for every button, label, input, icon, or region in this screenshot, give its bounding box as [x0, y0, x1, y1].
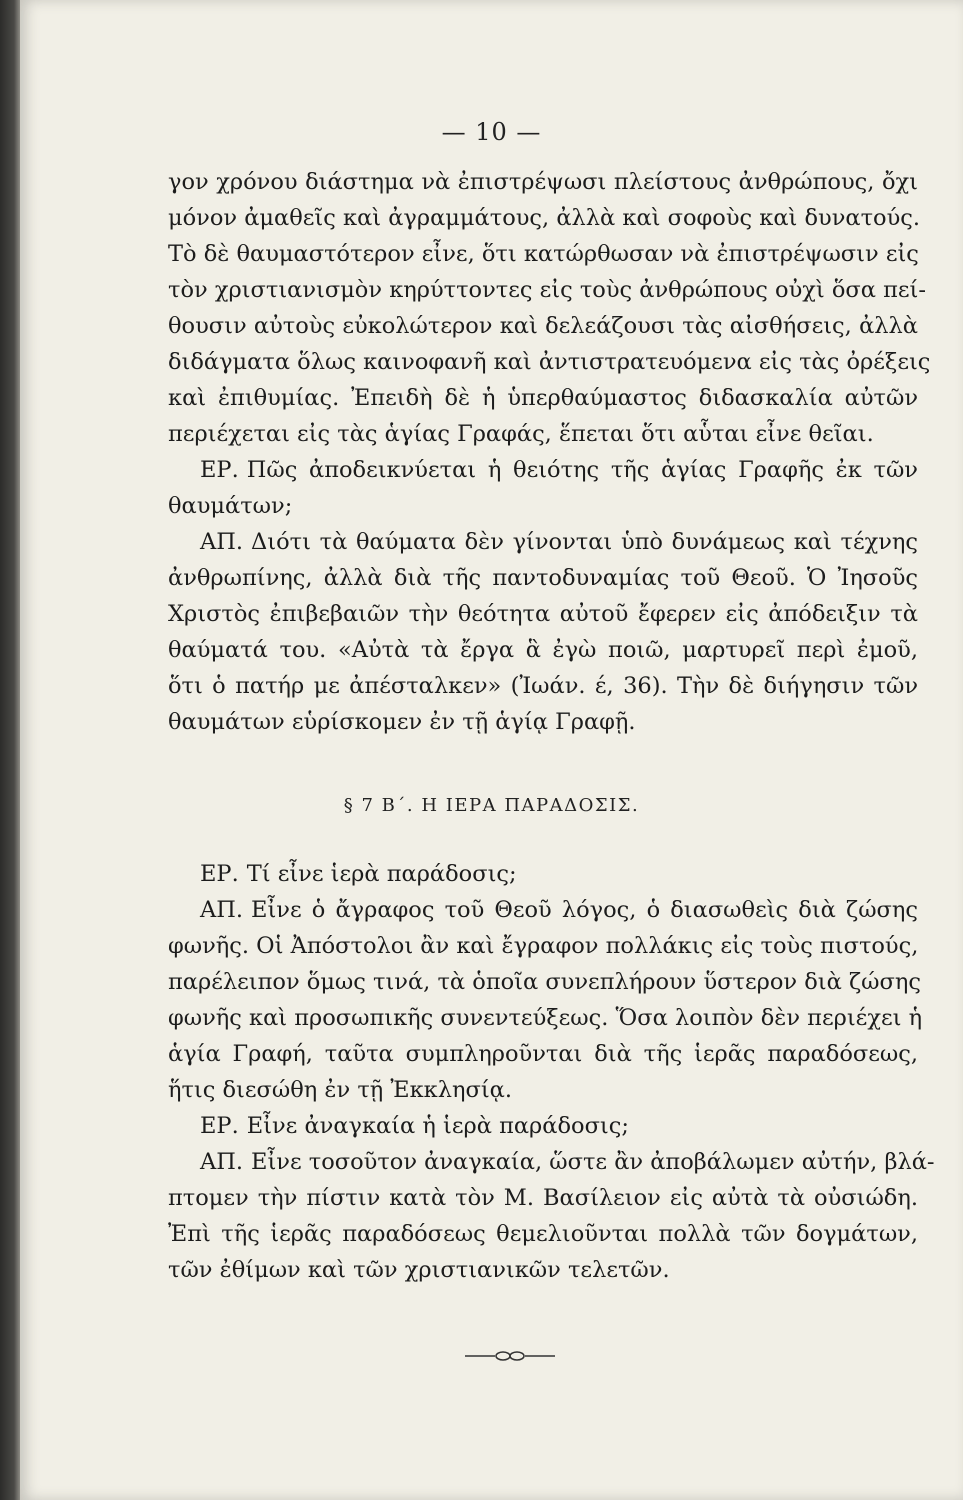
- answer-text: Εἶνε τοσοῦτον ἀναγκαία, ὥστε ἂν ἀποβάλωμεν αὐτήν, βλά-: [251, 1149, 935, 1175]
- question-line: [168, 1108, 918, 1144]
- answer-line: πτομεν τὴν πίστιν κατὰ τὸν Μ. Βασίλειον εἰς αὐτὰ τὰ οὐσιώδη.: [168, 1185, 918, 1211]
- end-ornament-icon: [465, 1349, 555, 1363]
- answer-line: Χριστὸς ἐπιβεβαιῶν τὴν θεότητα αὐτοῦ ἔφερεν εἰς ἀπόδειξιν τὰ: [168, 601, 918, 627]
- answer-line: [168, 524, 918, 560]
- question-text: Τί εἶνε ἱερὰ παράδοσις;: [246, 861, 517, 887]
- body-line: περιέχεται εἰς τὰς ἁγίας Γραφάς, ἕπεται ὅτι αὗται εἶνε θεῖαι.: [168, 421, 874, 447]
- answer-line: φωνῆς καὶ προσωπικῆς συνεντεύξεως. Ὅσα λοιπὸν δὲν περιέχει ἡ: [168, 1005, 923, 1031]
- answer-text: Εἶνε ὁ ἄγραφος τοῦ Θεοῦ λόγος, ὁ διασωθεὶς διὰ ζώσης: [251, 897, 918, 923]
- question-speaker-label: ΕΡ.: [200, 861, 239, 887]
- answer-line: παρέλειπον ὅμως τινά, τὰ ὁποῖα συνεπλήρουν ὕστερον διὰ ζώσης: [168, 969, 921, 995]
- answer-line: θαύματά του. «Αὐτὰ τὰ ἔργα ἃ ἐγὼ ποιῶ, μαρτυρεῖ περὶ ἐμοῦ,: [168, 637, 918, 663]
- book-page: [20, 0, 963, 1500]
- body-line: γον χρόνου διάστημα νὰ ἐπιστρέψωσι πλείστους ἀνθρώπους, ὄχι: [168, 169, 918, 195]
- answer-line: τῶν ἐθίμων καὶ τῶν χριστιανικῶν τελετῶν.: [168, 1257, 670, 1283]
- body-line: θουσιν αὐτοὺς εὐκολώτερον καὶ δελεάζουσι τὰς αἰσθήσεις, ἀλλὰ: [168, 313, 918, 339]
- answer-line: Ἐπὶ τῆς ἱερᾶς παραδόσεως θεμελιοῦνται πολλὰ τῶν δογμάτων,: [168, 1221, 918, 1247]
- answer-line: θαυμάτων εὑρίσκομεν ἐν τῇ ἁγίᾳ Γραφῇ.: [168, 709, 636, 735]
- page-number: — 10 —: [441, 118, 542, 146]
- answer-line: ὅτι ὁ πατήρ με ἀπέσταλκεν» (Ἰωάν. έ, 36). Τὴν δὲ διήγησιν τῶν: [168, 673, 918, 699]
- answer-line: ἀνθρωπίνης, ἀλλὰ διὰ τῆς παντοδυναμίας τοῦ Θεοῦ. Ὁ Ἰησοῦς: [168, 565, 918, 591]
- question-text: Πῶς ἀποδεικνύεται ἡ θειότης τῆς ἁγίας Γραφῆς ἐκ τῶν: [246, 457, 918, 483]
- body-line: Τὸ δὲ θαυμαστότερον εἶνε, ὅτι κατώρθωσαν νὰ ἐπιστρέψωσιν εἰς: [168, 241, 919, 267]
- answer-line: ἥτις διεσώθη ἐν τῇ Ἐκκλησίᾳ.: [168, 1077, 512, 1103]
- scan-binding-edge: [0, 0, 20, 1500]
- answer-speaker-label: ΑΠ.: [200, 529, 244, 555]
- answer-line: ἁγία Γραφή, ταῦτα συμπληροῦνται διὰ τῆς ἱερᾶς παραδόσεως,: [168, 1041, 918, 1067]
- section-heading: § 7 Β΄. Η ΙΕΡΑ ΠΑΡΑΔΟΣΙΣ.: [343, 795, 640, 816]
- body-line: καὶ ἐπιθυμίας. Ἐπειδὴ δὲ ἡ ὑπερθαύμαστος διδασκαλία αὐτῶν: [168, 385, 918, 411]
- body-line: μόνον ἀμαθεῖς καὶ ἀγραμμάτους, ἀλλὰ καὶ σοφοὺς καὶ δυνατούς.: [168, 205, 921, 231]
- answer-speaker-label: ΑΠ.: [200, 897, 244, 923]
- answer-speaker-label: ΑΠ.: [200, 1149, 244, 1175]
- question-line: [168, 452, 918, 488]
- text-block-top: [168, 164, 931, 740]
- body-line: διδάγματα ὅλως καινοφανῆ καὶ ἀντιστρατευόμενα εἰς τὰς ὀρέξεις: [168, 349, 931, 375]
- question-line: θαυμάτων;: [168, 493, 293, 519]
- question-text: Εἶνε ἀναγκαία ἡ ἱερὰ παράδοσις;: [246, 1113, 629, 1139]
- answer-text: Διότι τὰ θαύματα δὲν γίνονται ὑπὸ δυνάμεως καὶ τέχνης: [251, 529, 918, 555]
- question-speaker-label: ΕΡ.: [200, 457, 239, 483]
- answer-line: [168, 892, 918, 928]
- answer-line: φωνῆς. Οἱ Ἀπόστολοι ἂν καὶ ἔγραφον πολλάκις εἰς τοὺς πιστούς,: [168, 933, 919, 959]
- answer-line: [168, 1144, 935, 1180]
- text-block-bottom: [168, 856, 935, 1288]
- question-line: [168, 856, 918, 892]
- body-line: τὸν χριστιανισμὸν κηρύττοντες εἰς τοὺς ἀνθρώπους οὐχὶ ὅσα πεί-: [168, 277, 926, 303]
- question-speaker-label: ΕΡ.: [200, 1113, 239, 1139]
